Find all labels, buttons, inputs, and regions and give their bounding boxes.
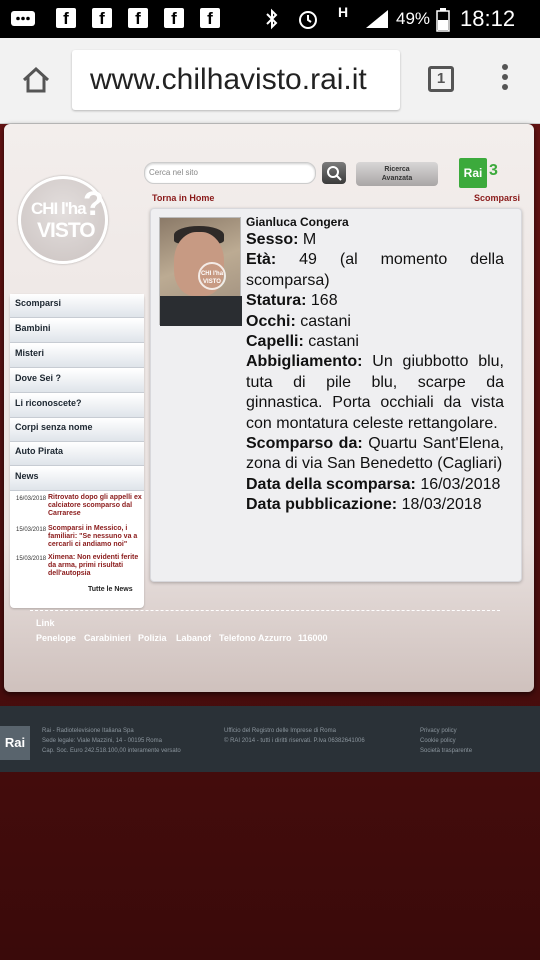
link-carabinieri[interactable]: Carabinieri	[84, 633, 132, 643]
hair-row: Capelli: castani	[246, 333, 359, 351]
chi-lha-visto-logo[interactable]: CHI l'ha VISTO ?	[18, 176, 108, 264]
all-news-link[interactable]: Tutte le News	[88, 586, 133, 593]
bluetooth-icon	[262, 8, 282, 30]
facebook-notification-icon: f	[200, 8, 220, 28]
link-telefono-azzurro[interactable]: Telefono Azzurro	[219, 633, 292, 643]
network-type: H	[338, 4, 349, 20]
battery-percent: 49%	[396, 9, 431, 28]
height-row: Statura: 168	[246, 292, 338, 310]
link-116000[interactable]: 116000	[298, 633, 328, 643]
link-penelope[interactable]: Penelope	[36, 633, 77, 643]
browser-toolbar	[0, 38, 540, 124]
privacy-policy-link[interactable]: Privacy policy	[420, 728, 457, 734]
links-heading: Link	[36, 618, 55, 628]
back-home-link[interactable]: Torna in Home	[152, 193, 215, 203]
facebook-notification-icon: f	[164, 8, 184, 28]
missing-person-card	[150, 208, 522, 582]
footer-company-info: Rai - Radiotelevisione Italiana Spa Sede legale: Viale Mazzini, 14 - 00195 Roma Cap. Soc. Euro 242.518.100,00 interamente versato	[42, 728, 181, 754]
person-details	[246, 215, 504, 516]
rai-footer	[0, 706, 540, 772]
sidebar-item-misteri[interactable]: Misteri	[10, 344, 144, 368]
section-link[interactable]: Scomparsi	[474, 193, 521, 203]
messenger-icon	[10, 8, 36, 30]
sidebar-item-auto-pirata[interactable]: Auto Pirata	[10, 442, 144, 466]
eyes-row: Occhi: castani	[246, 312, 351, 330]
sidebar-nav	[10, 294, 144, 608]
photo-watermark: CHI l'ha VISTO	[198, 262, 226, 290]
tab-switcher-button[interactable]: 1	[428, 66, 454, 92]
sidebar-item-corpi-senza-nome[interactable]: Corpi senza nome	[10, 418, 144, 442]
publication-date-row: Data pubblicazione: 18/03/2018	[246, 496, 482, 514]
sidebar-item-dove-sei[interactable]: Dove Sei ?	[10, 369, 144, 393]
person-name: Gianluca Congera	[246, 215, 349, 229]
sidebar-item-news[interactable]: News	[10, 467, 144, 491]
sidebar-item-bambini[interactable]: Bambini	[10, 319, 144, 343]
news-item[interactable]: 15/03/2018 Scomparsi in Messico, i familiari: "Se nessuno va a cercarli ci andiamo noi"	[16, 525, 138, 548]
sidebar-item-li-riconoscete[interactable]: Li riconoscete?	[10, 394, 144, 418]
sex-row: Sesso: M	[246, 231, 317, 248]
facebook-notification-icon: f	[128, 8, 148, 28]
missing-from-row: Scomparso da: Quartu Sant'Elena, zona di via San Benedetto (Cagliari)	[246, 435, 504, 473]
divider	[30, 610, 500, 611]
address-bar[interactable]: www.chilhavisto.rai.it	[72, 50, 400, 110]
link-labanof[interactable]: Labanof	[176, 633, 211, 643]
rai3-logo[interactable]: Rai 3	[459, 158, 501, 188]
societa-trasparente-link[interactable]: Società trasparente	[420, 748, 473, 754]
footer-registry-info: Ufficio del Registro delle Imprese di Roma © RAI 2014 - tutti i diritti riservati. P.Iva 06382641006	[224, 728, 365, 744]
news-item[interactable]: 16/03/2018 Ritrovato dopo gli appelli ex calciatore scomparso dal Carrarese	[16, 494, 142, 517]
site-search-input[interactable]: Cerca nel sito	[144, 162, 316, 184]
rai-logo[interactable]: Rai	[0, 726, 30, 760]
web-page	[4, 124, 534, 692]
cookie-policy-link[interactable]: Cookie policy	[420, 738, 456, 744]
search-icon	[322, 162, 346, 184]
alarm-icon	[296, 8, 320, 30]
facebook-notification-icon: f	[92, 8, 112, 28]
sidebar-item-scomparsi[interactable]: Scomparsi	[10, 294, 144, 318]
advanced-search-button[interactable]: Ricerca Avanzata	[356, 162, 438, 186]
age-row: Età: 49 (al momento della scomparsa)	[246, 251, 504, 289]
clothing-row: Abbigliamento: Un giubbotto blu, tuta di pile blu, scarpe da ginnastica. Porta occhiali da vista con montatura celeste rettangolare.	[246, 353, 504, 432]
battery-icon	[436, 8, 450, 30]
signal-icon	[364, 8, 390, 30]
footer-policy-links	[420, 726, 472, 756]
facebook-notification-icon: f	[56, 8, 76, 28]
link-polizia[interactable]: Polizia	[138, 633, 167, 643]
overflow-menu-icon[interactable]	[498, 64, 512, 94]
status-bar	[0, 0, 540, 38]
home-icon[interactable]	[20, 64, 52, 96]
search-button[interactable]	[322, 162, 346, 184]
clock: 18:12	[460, 6, 516, 31]
person-photo	[159, 217, 241, 325]
missing-date-row: Data della scomparsa: 16/03/2018	[246, 475, 501, 493]
news-item[interactable]: 15/03/2018 Ximena: Non evidenti ferite da arma, primi risultati dell'autopsia	[16, 554, 139, 577]
